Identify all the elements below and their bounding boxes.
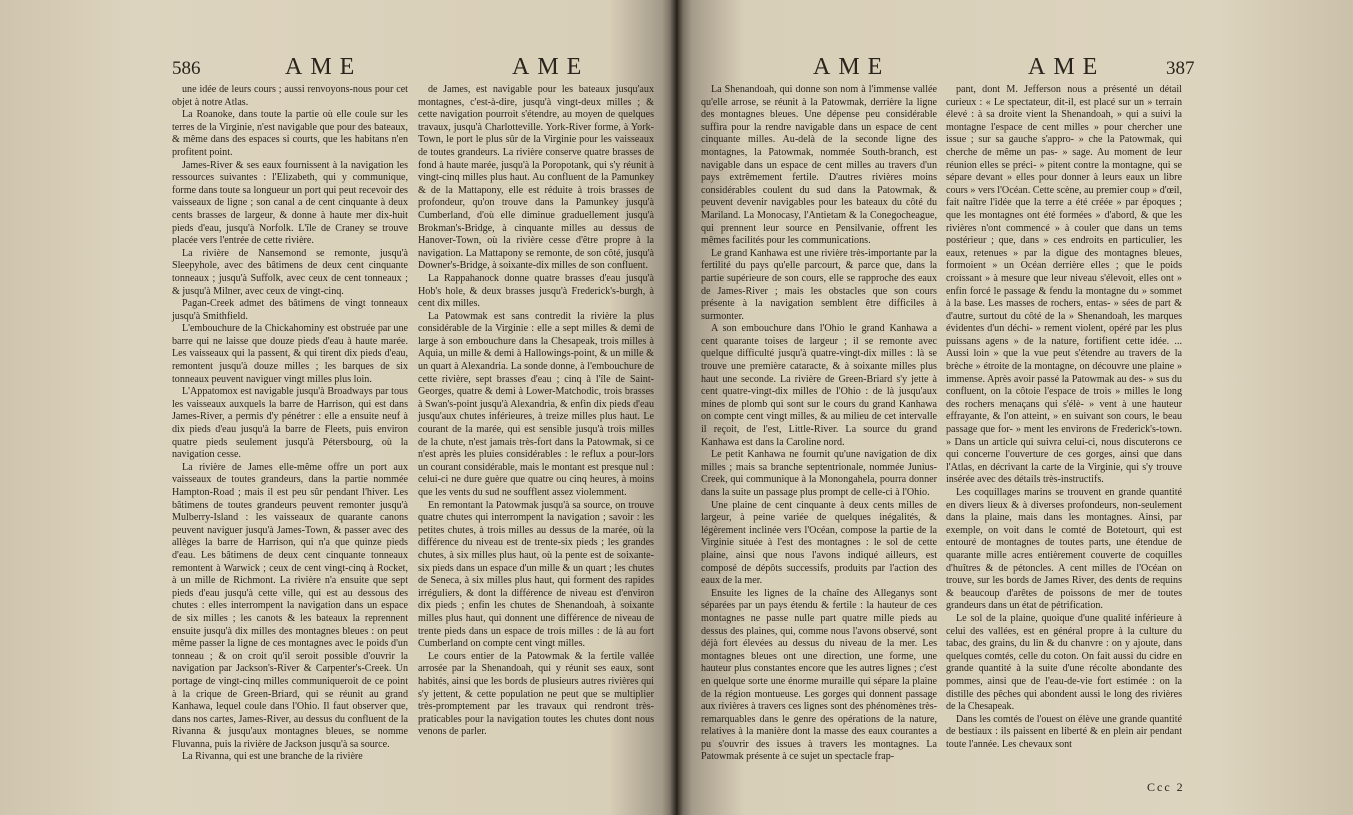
- right-running-head-1: AME: [813, 54, 891, 80]
- right-page-header: [681, 46, 1353, 86]
- paragraph: Le grand Kanhawa est une rivière très-importante par la fertilité du pays qu'elle parcourt, & parce que, dans la partie supérieure de son cours, elle se rapproche des eaux de James-River ; mais les obstacles que son cours présente à la navigation semblent être difficiles à surmonter.: [701, 247, 937, 322]
- paragraph: L'embouchure de la Chickahominy est obstruée par une barre qui ne laisse que douze pieds d'eau à haute marée. Les vaisseaux qui la passent, & qui tirent dix pieds d'eau, remontent jusqu'à douze milles ; les barques de six tonneaux peuvent naviguer vingt milles plus loin.: [172, 323, 408, 385]
- right-column-2: [946, 84, 1182, 751]
- left-column-1: [172, 84, 408, 764]
- left-column-2: [418, 84, 654, 739]
- paragraph: La Shenandoah, qui donne son nom à l'immense vallée qu'elle arrose, se réunit à la Patowmak, derrière la ligne des montagnes bleues. Une dépense peu considérable suffira pour la rendre navigable dans un espace de cent cinquante milles. Au-delà de la seconde ligne des montagnes, la Patowmak, nommée South-branch, est navigable dans un espace de cent milles au travers d'un pays extrêmement fertile. D'autres rivières moins considérables coulent du sud dans la Patowmak, & peuvent devenir navigables pour les bateaux du côté du Mariland. La Monocasy, l'Antietam & la Conegocheague, qui prennent leur source en Pensilvanie, offrent les mêmes facilités pour les communications.: [701, 84, 937, 247]
- paragraph: Une plaine de cent cinquante à deux cents milles de largeur, à peine variée de quelques inégalités, & légèrement inclinée vers l'Océan, compose la partie de la Virginie située à l'est des montagnes : le sol de cette plaine, ainsi que nous l'avons indiqué ailleurs, est composé de dépôts successifs, produits par l'action des eaux de la mer.: [701, 499, 937, 587]
- right-running-head-2: AME: [1028, 54, 1106, 80]
- paragraph: Dans les comtés de l'ouest on élève une grande quantité de bestiaux : ils paissent en liberté & en plein air pendant toute l'année. Les chevaux sont: [946, 713, 1182, 750]
- paragraph: La Rappahanock donne quatre brasses d'eau jusqu'à Hob's hole, & deux brasses jusqu'à Frederick's-burgh, à cent dix milles.: [418, 272, 654, 310]
- left-page-number: 586: [172, 58, 201, 79]
- paragraph: La rivière de Nansemond se remonte, jusqu'à Sleepyhole, avec des bâtimens de deux cent cinquante tonneaux ; jusqu'à Suffolk, avec ceux de cent tonneaux ; & jusqu'à Milner, avec ceux de vingt-cinq.: [172, 247, 408, 297]
- paragraph: de James, est navigable pour les bateaux jusqu'aux montagnes, c'est-à-dire, jusqu'à vingt-deux milles ; & cette navigation pourroit s'étendre, au moyen de quelques travaux, jusqu'à Charlotteville. York-River forme, à York-Town, le port le plus sûr de la Virginie pour les vaisseaux de toutes grandeurs. La rivière conserve quatre brasses de fond à haute marée, jusqu'à la Poropotank, qui s'y réunit à vingt-cinq milles plus haut. Au confluent de la Pamunkey & de la Mattapony, elle est réduite à trois brasses de profondeur, qu'on trouve dans la Pamunkey jusqu'à Cumberland, d'où elle diminue graduellement jusqu'à Brokman's-Bridge, à cinquante milles au dessus de Hanover-Town, où la rivière cesse d'être propre à la navigation. La Mattapony se remonte, de son côté, jusqu'à Downer's-Bridge, à soixante-dix milles de son confluent.: [418, 84, 654, 272]
- paragraph: Les coquillages marins se trouvent en grande quantité en divers lieux & à diverses profondeurs, non-seulement dans la plaine, mais dans les montagnes. Ainsi, par exemple, on voit dans le comté de Botetourt, qui est entouré de montagnes de toutes parts, une étendue de quarante mille acres entièrement couverte de coquilles d'huîtres & de pétoncles. A cent milles de l'Océan on trouve, sur les bords de James River, des dents de requins & beaucoup d'arêtes de poissons de mer de toutes grandeurs dans un état de pétrification.: [946, 487, 1182, 612]
- paragraph: Le cours entier de la Patowmak & la fertile vallée arrosée par la Shenandoah, qui y réunit ses eaux, sont habités, ainsi que les bords de plusieurs autres rivières qui s'y jettent, & cette population ne peut que se multiplier très-promptement par les travaux qui rendront très-praticables pour la navigation toutes les chutes dont nous venons de parler.: [418, 650, 654, 738]
- paragraph: A son embouchure dans l'Ohio le grand Kanhawa a cent quarante toises de largeur ; il se remonte avec quelque difficulté jusqu'à quatre-vingt-dix milles : là se trouve une première cataracte, & à soixante milles plus haut une seconde. La rivière de Green-Briard s'y jette à cent quatre-vingt-dix milles de l'Ohio : de là jusqu'aux mines de plomb qui sont sur le cours du grand Kanhawa on compte cent vingt milles, & au milieu de cet intervalle il reçoit, de l'est, Little-River. La source du grand Kanhawa est dans la Caroline nord.: [701, 323, 937, 448]
- paragraph: James-River & ses eaux fournissent à la navigation les ressources suivantes : l'Elizabeth, qui y communique, forme dans toute sa longueur un port qui peut recevoir des vaisseaux de ligne ; son canal a de cent cinquante à deux cents brasses de largeur, & donne à haute mer dix-huit pieds d'eau, jusqu'à Norfolk. L'île de Craney se trouve placée vers l'entrée de cette rivière.: [172, 159, 408, 247]
- paragraph: pant, dont M. Jefferson nous a présenté un détail curieux : « Le spectateur, dit-il, est placé sur un » terrain élevé : à sa droite vient la Shenandoah, » qui a suivi la montagne l'espace de cent milles » pour chercher une issue ; sur sa gauche s'appro- » che la Patowmak, qui cherche de même un pas- » sage. Au moment de leur réunion elles se préci- » pitent contre la montagne, qui se sépare devant » elles pour donner à leurs eaux un libre cours » vers l'Océan. Cette scène, au premier coup » d'œil, fait naître l'idée que la terre a été créée » par époques ; que les montagnes ont été formées » d'abord, & que les rivières n'ont commencé » à couler que dans un tems postérieur ; que, dans » ces endroits en particulier, les eaux, retenues » par la digue des montagnes bleues, formoient » un Océan derrière elles ; que le poids croissant » à mesure que leur niveau s'élevoit, elles ont » enfin forcé le passage & fendu la montagne du » sommet à la base. Les masses de rochers, entas- » sées de part & d'autre, surtout du côté de la » Shenandoah, les marques évidentes d'un déchi- » rement violent, opéré par les plus puissans agens » de la nature, fortifient cette idée. ... Aussi loin » que la vue peut s'étendre au travers de la brèche » étroite de la montagne, on découvre une plaine » immense. Après avoir passé la Patowmak au des- » sus du confluent, on la côtoie l'espace de trois » milles le long des rochers menaçans qui s'élè- » vent à une hauteur effrayante, & l'on atteint, » en suivant son cours, le beau passage que for- » ment les environs de Frederick's-town. » Dans un article qui suivra celui-ci, nous discuterons ce qui concerne l'ouverture de ces gorges, ainsi que dans l'Atlas, en décrivant la carte de la Virginie, qui s'y trouve insérée avec des détails très-instructifs.: [946, 84, 1182, 486]
- paragraph: La Patowmak est sans contredit la rivière la plus considérable de la Virginie : elle a sept milles & demi de large à son embouchure dans la Chesapeak, trois milles à Aquia, un mille & demi à Hallowings-point, & un mille & un quart à Alexandria. La sonde donne, à l'embouchure de cette rivière, sept brasses d'eau ; cinq à l'île de Saint-Georges, quatre & demi à Lower-Matchodic, trois brasses à Swan's-point jusqu'à Alexandria, & enfin dix pieds d'eau jusqu'aux chutes inférieures, à treize milles plus haut. Le courant de la marée, qui est sensible jusqu'à trois milles de la chute, n'est jamais très-fort dans la Patowmak, si ce n'est après les pluies considérables : le reflux a pour-lors un courant considérable, mais le montant est presque nul : celui-ci ne dure guère que quatre ou cinq heures, à moins que les vents du sud ne soufflent assez violemment.: [418, 310, 654, 498]
- left-running-head-2: AME: [512, 54, 590, 80]
- paragraph: La Rivanna, qui est une branche de la rivière: [182, 751, 363, 763]
- paragraph: La rivière de James elle-même offre un port aux vaisseaux de toutes grandeurs, dans la partie nommée Hampton-Road ; mais il est peu sûr pendant l'hiver. Les bâtimens de toutes grandeurs peuvent remonter jusqu'à Mulberry-Island : les vaisseaux de quarante canons peuvent naviguer jusqu'à James-Town, & passer avec des allèges la barre de Harrison, qui n'a que quinze pieds d'eau. Les bâtimens de deux cent cinquante tonneaux remontent à Warwick ; ceux de cent vingt-cinq à Rocket, à un mille de Richmont. La rivière n'a ensuite que sept pieds d'eau jusqu'à cette ville, qui est au dessous des chutes : elles interrompent la navigation dans un espace de six milles ; les canots & les bateaux la reprennent ensuite jusqu'à dix milles des montagnes bleues : on peut même passer la ligne de ces montagnes avec le poids d'un tonneau ; & on croit qu'il seroit possible d'ouvrir la navigation par Jackson's-River & Carpenter's-Creek. Un portage de vingt-cinq milles communiqueroit de ce point à la crique de Green-Briard, qui se réunit au grand Kanhawa, lequel coule dans l'Ohio. Il faut observer que, dans nos cartes, James-River, au dessus du confluent de la Rivanna & jusqu'aux montagnes bleues, se nomme Fluvanna, puis la rivière de Jackson jusqu'à sa source.: [172, 461, 408, 750]
- paragraph: L'Appatomox est navigable jusqu'à Broadways par tous les vaisseaux auxquels la barre de Harrison, qui est dans James-River, a permis d'y pénétrer : elle a ensuite neuf à dix pieds d'eau jusqu'à la barre de Fleets, puis environ quatre pieds seulement jusqu'à Pétersbourg, où la navigation cesse.: [172, 386, 408, 461]
- left-page: [0, 0, 672, 815]
- right-page-number: 387: [1166, 58, 1195, 79]
- right-page: [681, 0, 1353, 815]
- paragraph: En remontant la Patowmak jusqu'à sa source, on trouve quatre chutes qui interrompent la navigation ; savoir : les petites chutes, à trois milles au dessus de la marée, où la différence du niveau est de trente-six pieds ; les grandes chutes, à six milles plus haut, où la pente est de soixante-six pieds dans un espace d'un mille & un quart ; les chutes de Seneca, à six milles plus haut, qui forment des rapides irréguliers, & dont la différence de niveau est d'environ dix pieds ; enfin les chutes de Shenandoah, à soixante milles plus haut, qui donnent une différence de niveau de trente pieds dans un espace de trois milles : de là au fort Cumberland on compte cent vingt milles.: [418, 499, 654, 650]
- paragraph: Le petit Kanhawa ne fournit qu'une navigation de dix milles ; mais sa branche septentrionale, nommée Junius-Creek, qui communique à la Monongahela, pourra donner dans la suite un passage plus prompt de celle-ci à l'Ohio.: [701, 449, 937, 498]
- paragraph: Le sol de la plaine, quoique d'une qualité inférieure à celui des vallées, est en général propre à la culture du tabac, des grains, du lin & du chanvre : on y ajoute, dans quelques comtés, celle du coton. On fait aussi du cidre en grande quantité à la suite d'une récolte abondante des pommes, ainsi que de l'eau-de-vie fort estimée : on la distille des pêches qui abondent aussi le long des rivières de la Chesapeak.: [946, 612, 1182, 713]
- paragraph: Pagan-Creek admet des bâtimens de vingt tonneaux jusqu'à Smithfield.: [172, 298, 408, 322]
- signature-mark: Ccc 2: [1147, 780, 1185, 794]
- left-page-header: [0, 46, 672, 86]
- paragraph: La Roanoke, dans toute la partie où elle coule sur les terres de la Virginie, n'est navigable que pour des bateaux, & même dans des espaces si courts, que les habitans n'en profitent point.: [172, 109, 408, 158]
- paragraph: une idée de leurs cours ; aussi renvoyons-nous pour cet objet à notre Atlas.: [172, 84, 408, 108]
- left-running-head-1: AME: [285, 54, 363, 80]
- paragraph: Ensuite les lignes de la chaîne des Alleganys sont séparées par un pays étendu & fertile : la hauteur de ces montagnes ne passe nulle part quatre mille pieds au dessus des plaines, qui, comme nous l'avons observé, sont déjà fort élevées au dessus du niveau de la mer. Les montagnes bleues ont une direction, une forme, une hauteur plus constantes encore que les autres lignes ; c'est en quelque sorte une énorme muraille qui sépare la plaine de la région montueuse. Les gorges qui donnent passage aux rivières à travers ces lignes sont des phénomènes très-remarquables dans le genre des opérations de la nature, relatives à la manière dont la masse des eaux courantes a pu s'ouvrir des issues à travers les montagnes. La Patowmak présente à ce sujet un spectacle frap-: [701, 587, 937, 763]
- right-column-1: [701, 84, 937, 764]
